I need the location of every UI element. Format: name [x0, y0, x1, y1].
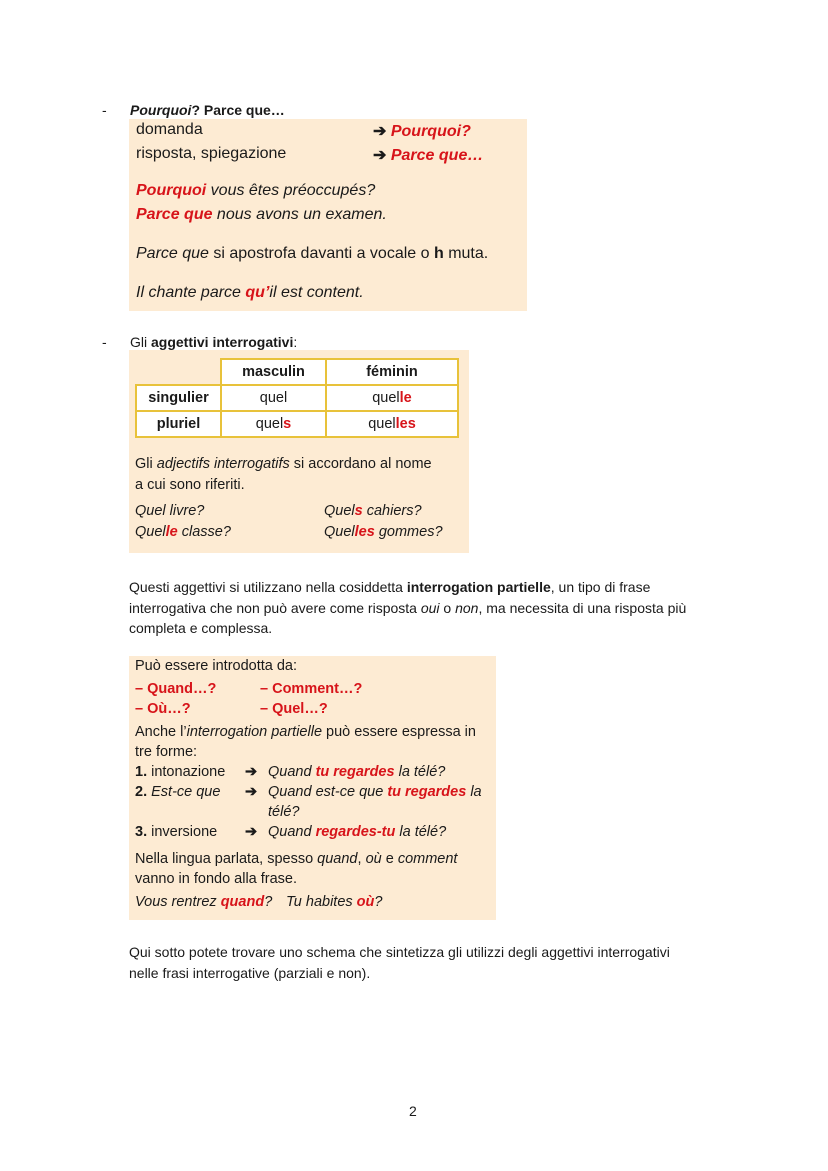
bold-term: interrogation partielle	[406, 579, 551, 595]
heading-post: :	[293, 334, 298, 350]
row-risposta	[136, 145, 286, 163]
ending: le	[165, 524, 178, 540]
text: , un tipo di frase	[550, 579, 651, 595]
stem: quel	[368, 416, 396, 432]
cell-quelles	[326, 411, 458, 437]
num: 3.	[135, 824, 148, 840]
spoken-line1	[135, 851, 457, 867]
red-term: tu regardes	[387, 784, 467, 800]
adjectives-table	[135, 358, 459, 438]
paragraph-line	[129, 577, 686, 598]
ex-rest: vous êtes préoccupés?	[206, 182, 376, 199]
paragraph-line: Qui sotto potete trovare uno schema che sintetizza gli utilizzi degli aggettivi interrogativi	[129, 944, 670, 960]
stem: Quel	[324, 524, 355, 540]
arrow-icon: ➔	[245, 824, 258, 840]
italic-term: quand	[317, 851, 358, 867]
anche-line2: tre forme:	[135, 744, 198, 760]
text: e	[381, 851, 398, 867]
form-2-example	[268, 784, 482, 800]
form-1-example	[268, 764, 445, 780]
example-quelles-gommes	[324, 524, 443, 540]
agreement-note-line1	[135, 456, 432, 472]
rest: gommes?	[374, 524, 443, 540]
paragraph-line: completa e complessa.	[129, 620, 273, 636]
ending: les	[395, 416, 416, 432]
bullet-adjectives	[102, 333, 402, 351]
intro-line: Può essere introdotta da:	[135, 658, 298, 674]
paragraph-partielle	[129, 577, 686, 639]
bullet-dash: -	[102, 102, 107, 118]
num: 1.	[135, 764, 148, 780]
cell-quelle	[326, 385, 458, 411]
arrow-icon: ➔	[373, 123, 387, 140]
row-risposta-answer	[373, 145, 483, 165]
label: intonazione	[147, 764, 226, 780]
italic-term: interrogation partielle	[186, 724, 323, 740]
table-header-row	[136, 359, 458, 385]
note-italic: adjectifs interrogatifs	[156, 456, 290, 472]
label-risposta: risposta, spiegazione	[136, 145, 287, 162]
text: o	[439, 599, 456, 616]
red-term: regardes-tu	[315, 824, 396, 840]
note-mid: si apostrofa davanti a vocale o	[208, 245, 434, 262]
stem: quel	[372, 390, 400, 406]
text: Anche l’	[135, 724, 187, 740]
text: , ma necessita di una risposta più	[478, 599, 687, 616]
heading-rest: ? Parce que…	[191, 102, 285, 118]
word-ou: – Où…?	[135, 701, 191, 717]
table-row	[136, 385, 458, 411]
text: Nella lingua parlata, spesso	[135, 851, 318, 867]
col-header-masculin: masculin	[221, 359, 326, 385]
ending: s	[283, 416, 292, 432]
value-pourquoi: Pourquoi?	[390, 123, 471, 140]
spoken-example-1	[135, 894, 272, 910]
form-1-label	[135, 764, 225, 780]
row-header-singulier: singulier	[136, 385, 221, 411]
stem: quel	[259, 390, 288, 406]
heading-pourquoi	[130, 101, 285, 119]
word-comment: – Comment…?	[260, 681, 363, 697]
apostrophe-note	[136, 245, 488, 263]
example-1	[136, 182, 375, 200]
form-2-label	[135, 784, 220, 800]
text: la télé?	[395, 824, 447, 840]
page-number: 2	[409, 1103, 417, 1119]
heading-italic: Pourquoi	[130, 102, 192, 118]
heading-pre: Gli	[130, 334, 151, 350]
form-3-label	[135, 824, 217, 840]
red-term: tu regardes	[315, 764, 395, 780]
stem: Quel	[324, 503, 355, 519]
example-quelle-classe	[135, 524, 231, 540]
col-header-feminin: féminin	[326, 359, 458, 385]
ending: les	[354, 524, 375, 540]
spoken-example-2	[286, 894, 382, 910]
word-quel: – Quel…?	[260, 701, 328, 717]
rest: classe?	[177, 524, 231, 540]
value-parce-que: Parce que…	[390, 147, 484, 164]
text: Quand est-ce que	[268, 784, 388, 800]
table-row	[136, 411, 458, 437]
label-domanda: domanda	[136, 121, 203, 138]
note-pre: Gli	[135, 456, 157, 472]
text: ,	[357, 851, 366, 867]
cell-quel	[221, 385, 326, 411]
arrow-icon: ➔	[373, 147, 387, 164]
red-term: quand	[220, 894, 265, 910]
example-quels-cahiers	[324, 503, 422, 519]
note-bold: h	[433, 245, 444, 262]
num: 2.	[135, 784, 148, 800]
table-corner	[136, 359, 221, 385]
stem: quel	[255, 416, 284, 432]
example-2	[136, 206, 387, 224]
ex-red: Pourquoi	[136, 182, 207, 199]
note-end: muta.	[443, 245, 489, 262]
arrow-icon: ➔	[245, 764, 258, 780]
paragraph-line: nelle frasi interrogative (parziali e non).	[129, 964, 371, 981]
text: Vous rentrez	[135, 894, 221, 910]
italic-term: où	[365, 851, 382, 867]
bullet-dash: -	[102, 334, 107, 350]
note-post: si accordano al nome	[289, 456, 432, 472]
text: Questi aggettivi si utilizzano nella cosiddetta	[129, 579, 407, 595]
bullet-pourquoi	[102, 101, 402, 119]
form-3-example	[268, 824, 446, 840]
ending: s	[354, 503, 363, 519]
ex-red: qu’	[245, 284, 270, 301]
row-domanda	[136, 121, 203, 139]
ex-start: Il chante parce	[136, 284, 246, 301]
partielle-box	[129, 656, 496, 920]
text: Tu habites	[286, 894, 357, 910]
row-header-pluriel: pluriel	[136, 411, 221, 437]
heading-adjectives	[130, 333, 297, 351]
ending: le	[399, 390, 412, 406]
paragraph-line	[129, 598, 686, 619]
rest: livre?	[165, 503, 205, 519]
italic-term: non	[455, 599, 479, 616]
paragraph-schema	[129, 942, 670, 983]
spoken-line2: vanno in fondo alla frase.	[135, 871, 298, 887]
label: inversione	[147, 824, 218, 840]
cell-quels	[221, 411, 326, 437]
arrow-icon: ➔	[245, 784, 258, 800]
text: ?	[264, 894, 273, 910]
agreement-note-line2: a cui sono riferiti.	[135, 477, 245, 493]
example-quel-livre	[135, 503, 204, 519]
form-2-example-line2: télé?	[268, 804, 300, 820]
anche-line1	[135, 724, 476, 740]
text: può essere espressa in	[322, 724, 476, 740]
text: la télé?	[394, 764, 446, 780]
adjectives-box	[129, 350, 469, 553]
text: Quand	[268, 764, 316, 780]
rest: cahiers?	[362, 503, 422, 519]
italic-term: comment	[397, 851, 458, 867]
stem: Quel	[135, 503, 166, 519]
italic-term: oui	[420, 599, 440, 616]
text: Quand	[268, 824, 316, 840]
ex-end: il est content.	[269, 284, 364, 301]
ex-red: Parce que	[136, 206, 213, 223]
heading-bold: aggettivi interrogativi	[151, 334, 294, 350]
row-domanda-answer	[373, 121, 471, 141]
example-3	[136, 284, 364, 302]
stem: Quel	[135, 524, 166, 540]
text: ?	[374, 894, 383, 910]
note-italic: Parce que	[136, 245, 209, 262]
ex-rest: nous avons un examen.	[212, 206, 387, 223]
pourquoi-box	[129, 119, 527, 311]
label: Est-ce que	[147, 784, 221, 800]
red-term: où	[356, 894, 375, 910]
word-quand: – Quand…?	[135, 681, 217, 697]
text: la	[466, 784, 482, 800]
text: interrogativa che non può avere come risposta	[129, 599, 421, 616]
